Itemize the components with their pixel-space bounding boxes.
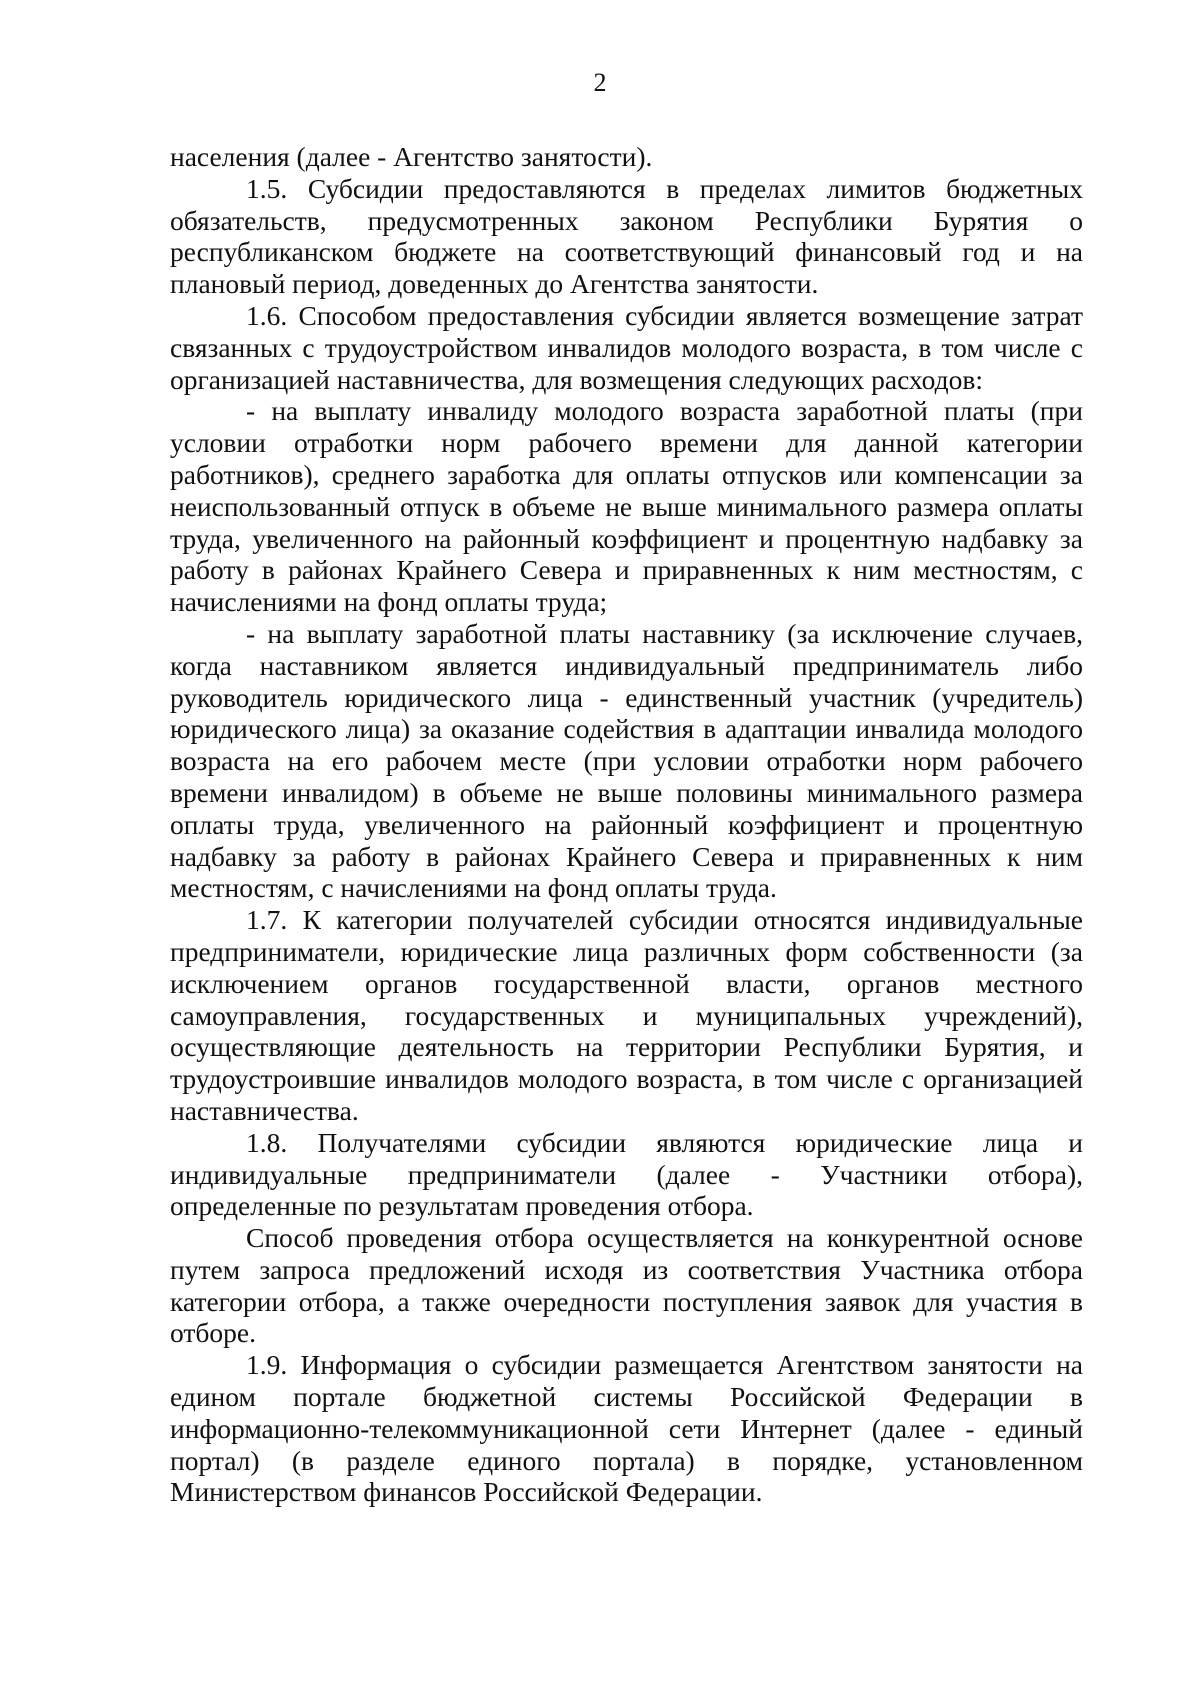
- paragraph-1-6-item-mentor-wage: - на выплату заработной платы наставнику (за исключение случаев, когда наставником является индивидуальный предприниматель либо руководитель юридического лица - единственный участник (учредитель) юридического лица) за оказание содействия в адаптации инвалида молодого возраста на его рабочем месте (при условии отработки норм рабочего времени инвалидом) в объеме не выше половины минимального размера оплаты труда, увеличенного на районный коэффициент и процентную надбавку за работу в районах Крайнего Севера и приравненных к ним местностям, с начислениями на фонд оплаты труда.: [170, 617, 1083, 904]
- paragraph-1-7: 1.7. К категории получателей субсидии относятся индивидуальные предприниматели, юридические лица различных форм собственности (за исключением органов государственной власти, органов местного самоуправления, государственных и муниципальных учреждений), осуществляющие деятельность на территории Республики Бурятия, и трудоустроившие инвалидов молодого возраста, в том числе с организацией наставничества.: [170, 904, 1083, 1126]
- paragraph-1-6: 1.6. Способом предоставления субсидии является возмещение затрат связанных с трудоустройством инвалидов молодого возраста, в том числе с организацией наставничества, для возмещения следующих расходов:: [170, 299, 1083, 395]
- paragraph-continuation: населения (далее - Агентство занятости).: [170, 141, 653, 172]
- paragraph-1-6-item-disabled-wage: - на выплату инвалиду молодого возраста заработной платы (при условии отработки норм рабочего времени для данной категории работников), среднего заработка для оплаты отпусков или компенсации за неиспользованный отпуск в объеме не выше минимального размера оплаты труда, увеличенного на районный коэффициент и процентную надбавку за работу в районах Крайнего Севера и приравненных к ним местностям, с начислениями на фонд оплаты труда;: [170, 395, 1083, 618]
- paragraph-1-5: 1.5. Субсидии предоставляются в пределах лимитов бюджетных обязательств, предусмотренных законом Республики Бурятия о республиканском бюджете на соответствующий финансовый год и на плановый период, доведенных до Агентства занятости.: [170, 172, 1083, 300]
- paragraph-selection-method: Способ проведения отбора осуществляется на конкурентной основе путем запроса предложений исходя из соответствия Участника отбора категории отбора, а также очередности поступления заявок для участия в отборе.: [170, 1222, 1083, 1349]
- page-number: 2: [593, 68, 607, 97]
- paragraph-1-8: 1.8. Получателями субсидии являются юридические лица и индивидуальные предприниматели (далее - Участники отбора), определенные по результатам проведения отбора.: [170, 1126, 1083, 1222]
- paragraph-1-9: 1.9. Информация о субсидии размещается Агентством занятости на едином портале бюджетной системы Российской Федерации в информационно-телекоммуникационной сети Интернет (далее - единый портал) (в разделе единого портала) в порядке, установленном Министерством финансов Российской Федерации.: [170, 1349, 1083, 1508]
- document-body: [170, 141, 1083, 1508]
